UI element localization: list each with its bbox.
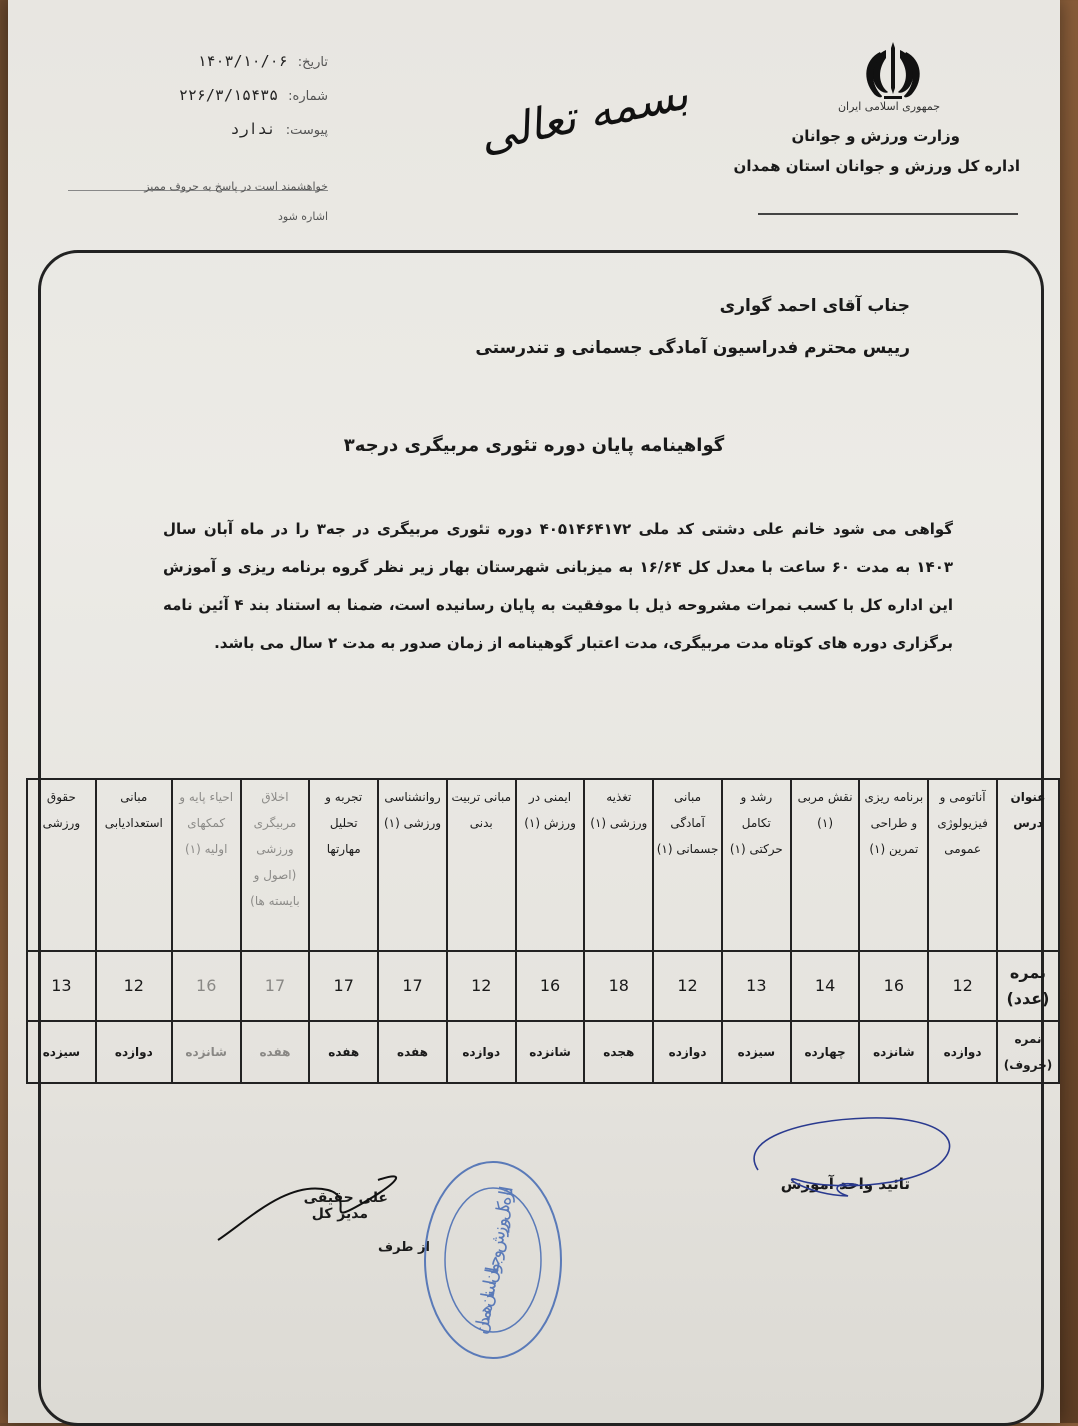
certificate-body: گواهی می شود خانم علی دشتی کد ملی ۴۰۵۱۴۶۴۱۷۲ دوره تئوری مربیگری در جه۳ را در ماه آبان سال ۱۴۰۳ به مدت ۶۰ ساعت با معدل کل ۱۶/۶۴ به میزبانی شهرستان بهار زیر نظر گروه برنامه ریزی و آموزش این اداره کل با کسب نمرات مشروحه ذیل با موفقیت به پایان رسانیده است، ضمنا به استناد بند ۴ آئین نامه برگزاری دوره های کوتاه مدت مربیگری، مدت اعتبار گوهینامه از زمان صدور به مدت ۲ سال می باشد. [163,520,954,652]
approval-signature-icon [738,1110,968,1200]
header-right-divider [758,213,1018,215]
attachment-value: ندارد [230,120,276,138]
grade-words-cell: هفده [309,1021,378,1083]
addressee [475,296,910,380]
grade-number-cell: 17 [241,951,310,1021]
course-name-cell: تغذیه ورزشی (۱) [584,779,653,951]
course-name-cell: مبانی تربیت بدنی [447,779,516,951]
grade-words-cell: شانزده [172,1021,241,1083]
ministry-name: وزارت ورزش و جوانان [791,127,960,145]
grade-number-cell: 13 [27,951,96,1021]
grade-words-cell: چهارده [791,1021,860,1083]
document-page [8,0,1060,1423]
director-title: مدیر کل [311,1206,368,1222]
grade-words-cell: هفده [378,1021,447,1083]
date-value: ۱۴۰۳/۱۰/۰۶ [197,52,288,70]
attachment-row [158,120,328,154]
grade-number-cell: 14 [791,951,860,1021]
row-header-words: نمره (حروف) [997,1021,1059,1083]
grade-number-cell: 12 [96,951,172,1021]
course-names-row [27,779,1059,951]
grade-number-cell: 12 [653,951,722,1021]
director-name: علی حقیقی [303,1190,388,1206]
reply-note-line2: اشاره شود [278,210,328,223]
grade-words-row [27,1021,1059,1083]
course-name-cell: روانشناسی ورزشی (۱) [378,779,447,951]
course-name-cell: رشد و تکامل حرکتی (۱) [722,779,791,951]
row-header-num: نمره (عدد) [997,951,1059,1021]
grade-words-cell: شانزده [859,1021,928,1083]
grade-words-cell: دوازده [653,1021,722,1083]
grade-number-cell: 13 [722,951,791,1021]
grade-number-cell: 18 [584,951,653,1021]
attachment-label: پیوست: [285,123,328,138]
number-value: ۲۲۶/۳/۱۵۴۳۵ [178,86,279,104]
course-name-cell: برنامه ریزی و طراحی تمرین (۱) [859,779,928,951]
grade-number-cell: 12 [447,951,516,1021]
bismillah-heading: بسمه تعالی [475,68,693,163]
course-name-cell: احیاء پایه و کمکهای اولیه (۱) [172,779,241,951]
course-name-cell: اخلاق مربیگری ورزشی (اصول و بایسته ها) [241,779,310,951]
course-name-cell: آناتومی و فیزیولوژی عمومی [928,779,997,951]
date-label: تاریخ: [297,55,328,70]
number-label: شماره: [288,89,328,104]
official-seal-icon [418,1155,568,1365]
approval-label: تائید واحد آموزش [780,1175,910,1193]
date-row [158,52,328,86]
grade-number-cell: 16 [859,951,928,1021]
certificate-title: گواهینامه پایان دوره تئوری مربیگری درجه۳ [343,435,725,456]
letterhead [700,100,1020,175]
grade-number-cell: 12 [928,951,997,1021]
addressee-title: رییس محترم فدراسیون آمادگی جسمانی و تندرستی [475,338,910,358]
course-name-cell: مبانی استعدادیابی [96,779,172,951]
reply-note [78,172,328,232]
grade-words-cell: دوازده [447,1021,516,1083]
seal-text: اداره کل ورزش و جوانان استان همدان [471,1184,518,1336]
grade-number-cell: 17 [309,951,378,1021]
iran-emblem-icon [858,38,928,104]
grades-table [26,778,1060,1084]
reply-note-line1: خواهشمند است در پاسخ به حروف ممیز [144,180,328,193]
grade-words-cell: دوازده [96,1021,172,1083]
grade-words-cell: هفده [241,1021,310,1083]
course-name-cell: حقوق ورزشی [27,779,96,951]
grade-words-cell: سیزده [722,1021,791,1083]
course-name-cell: مبانی آمادگی جسمانی (۱) [653,779,722,951]
course-name-cell: نقش مربی (۱) [791,779,860,951]
grade-number-row [27,951,1059,1021]
grade-number-cell: 17 [378,951,447,1021]
country-name: جمهوری اسلامی ایران [837,100,940,113]
office-name: اداره کل ورزش و جوانان استان همدان [733,157,1020,175]
director-signature-icon [208,1160,428,1260]
letter-meta [158,52,328,154]
addressee-name: جناب آقای احمد گواری [719,296,910,316]
grade-number-cell: 16 [172,951,241,1021]
grade-words-cell: شانزده [516,1021,585,1083]
course-name-cell: تجربه و تحلیل مهارتها [309,779,378,951]
row-header-course: عنوان درس [997,779,1059,951]
number-row [158,86,328,120]
on-behalf-label: از طرف [378,1240,430,1255]
course-name-cell: ایمنی در ورزش (۱) [516,779,585,951]
grade-words-cell: هجده [584,1021,653,1083]
grade-words-cell: سیزده [27,1021,96,1083]
grade-words-cell: دوازده [928,1021,997,1083]
grade-number-cell: 16 [516,951,585,1021]
